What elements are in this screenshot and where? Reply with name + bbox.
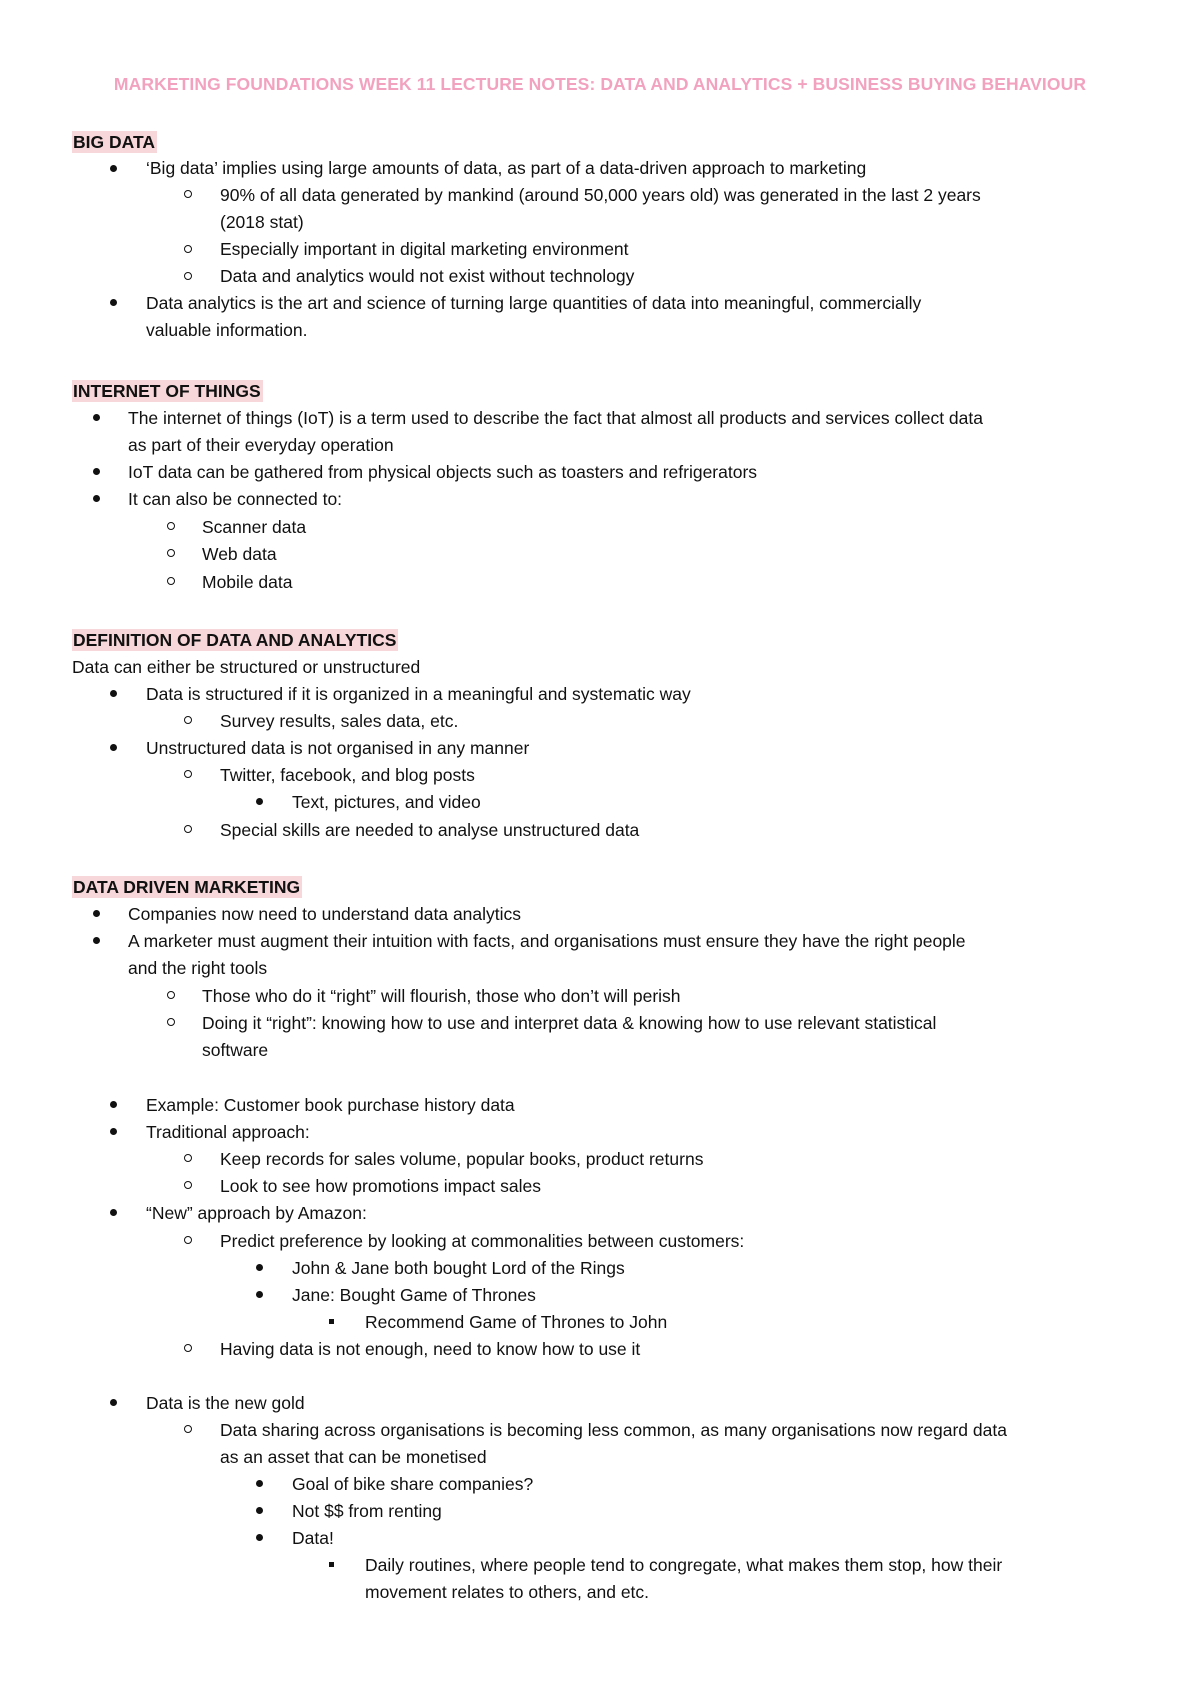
bullet-square	[329, 1552, 334, 1574]
bullet-square	[329, 1309, 334, 1331]
list-item-continuation: software	[202, 1040, 269, 1060]
list-item: It can also be connected to:	[128, 489, 343, 509]
heading-definition: DEFINITION OF DATA AND ANALYTICS	[73, 630, 397, 650]
list-item: Special skills are needed to analyse unstructured data	[220, 820, 640, 840]
list-item-continuation: as part of their everyday operation	[128, 435, 394, 455]
bullet-disc	[110, 290, 117, 312]
bullet-disc	[110, 681, 117, 703]
list-item: Mobile data	[202, 572, 293, 592]
list-item-continuation: and the right tools	[128, 958, 268, 978]
list-item: Survey results, sales data, etc.	[220, 711, 459, 731]
list-item-continuation: valuable information.	[146, 320, 308, 340]
bullet-circle	[184, 1417, 192, 1439]
bullet-disc	[110, 1200, 117, 1222]
list-item: Data!	[292, 1528, 334, 1548]
bullet-disc	[93, 459, 100, 481]
bullet-circle	[167, 541, 175, 563]
list-item: IoT data can be gathered from physical objects such as toasters and refrigerators	[128, 462, 758, 482]
heading-internet-of-things: INTERNET OF THINGS	[73, 381, 261, 401]
bullet-disc	[256, 1498, 263, 1520]
list-item: Text, pictures, and video	[292, 792, 481, 812]
heading-data-driven-marketing: DATA DRIVEN MARKETING	[73, 877, 301, 897]
bullet-disc	[93, 928, 100, 950]
bullet-circle	[167, 983, 175, 1005]
bullet-circle	[184, 1173, 192, 1195]
bullet-circle	[184, 1336, 192, 1358]
list-item: Look to see how promotions impact sales	[220, 1176, 541, 1196]
bullet-disc	[93, 405, 100, 427]
bullet-circle	[184, 1146, 192, 1168]
list-item: Goal of bike share companies?	[292, 1474, 534, 1494]
list-item: Having data is not enough, need to know how to use it	[220, 1339, 641, 1359]
bullet-circle	[184, 762, 192, 784]
list-item: “New” approach by Amazon:	[146, 1203, 367, 1223]
bullet-circle	[184, 182, 192, 204]
list-item: 90% of all data generated by mankind (around 50,000 years old) was generated in the last 2 years	[220, 185, 981, 205]
list-item: Recommend Game of Thrones to John	[365, 1312, 668, 1332]
list-item: John & Jane both bought Lord of the Rings	[292, 1258, 625, 1278]
list-item: Companies now need to understand data analytics	[128, 904, 522, 924]
bullet-circle	[184, 817, 192, 839]
list-item: Twitter, facebook, and blog posts	[220, 765, 475, 785]
heading-big-data: BIG DATA	[73, 132, 155, 152]
bullet-disc	[110, 1119, 117, 1141]
list-item: Keep records for sales volume, popular books, product returns	[220, 1149, 704, 1169]
list-item: Not $$ from renting	[292, 1501, 442, 1521]
list-item: Traditional approach:	[146, 1122, 310, 1142]
list-item: Example: Customer book purchase history data	[146, 1095, 515, 1115]
list-item-continuation: as an asset that can be monetised	[220, 1447, 487, 1467]
bullet-circle	[184, 264, 192, 286]
list-item: Daily routines, where people tend to congregate, what makes them stop, how their	[365, 1555, 1003, 1575]
bullet-disc	[110, 1390, 117, 1412]
bullet-disc	[256, 1282, 263, 1304]
list-item: Web data	[202, 544, 277, 564]
list-item: Those who do it “right” will flourish, those who don’t will perish	[202, 986, 681, 1006]
bullet-circle	[167, 1010, 175, 1032]
paragraph: Data can either be structured or unstructured	[72, 657, 421, 677]
list-item: Doing it “right”: knowing how to use and interpret data & knowing how to use relevant statistical	[202, 1013, 937, 1033]
bullet-disc	[110, 1092, 117, 1114]
list-item: Scanner data	[202, 517, 307, 537]
list-item: Especially important in digital marketing environment	[220, 239, 629, 259]
list-item: Jane: Bought Game of Thrones	[292, 1285, 536, 1305]
list-item: Data and analytics would not exist without technology	[220, 266, 635, 286]
list-item: Data is structured if it is organized in a meaningful and systematic way	[146, 684, 691, 704]
bullet-disc	[256, 1255, 263, 1277]
bullet-circle	[184, 708, 192, 730]
bullet-disc	[93, 486, 100, 508]
bullet-disc	[93, 901, 100, 923]
list-item-continuation: movement relates to others, and etc.	[365, 1582, 650, 1602]
bullet-circle	[167, 514, 175, 536]
list-item: ‘Big data’ implies using large amounts of data, as part of a data-driven approach to marketing	[146, 158, 867, 178]
list-item: Data is the new gold	[146, 1393, 305, 1413]
list-item: Unstructured data is not organised in any manner	[146, 738, 530, 758]
bullet-circle	[167, 569, 175, 591]
list-item: Predict preference by looking at commonalities between customers:	[220, 1231, 745, 1251]
list-item: Data sharing across organisations is becoming less common, as many organisations now regard data	[220, 1420, 1007, 1440]
bullet-circle	[184, 1228, 192, 1250]
list-item: The internet of things (IoT) is a term used to describe the fact that almost all products and services collect data	[128, 408, 983, 428]
bullet-disc	[256, 789, 263, 811]
list-item-continuation: (2018 stat)	[220, 212, 304, 232]
list-item: Data analytics is the art and science of turning large quantities of data into meaningful, commercially	[146, 293, 922, 313]
bullet-disc	[110, 735, 117, 757]
document-title: MARKETING FOUNDATIONS WEEK 11 LECTURE NOTES: DATA AND ANALYTICS + BUSINESS BUYING BEHAVIOUR	[113, 74, 1087, 94]
bullet-disc	[256, 1471, 263, 1493]
bullet-circle	[184, 237, 192, 259]
list-item: A marketer must augment their intuition with facts, and organisations must ensure they have the right people	[128, 931, 966, 951]
bullet-disc	[256, 1525, 263, 1547]
bullet-disc	[110, 156, 117, 178]
